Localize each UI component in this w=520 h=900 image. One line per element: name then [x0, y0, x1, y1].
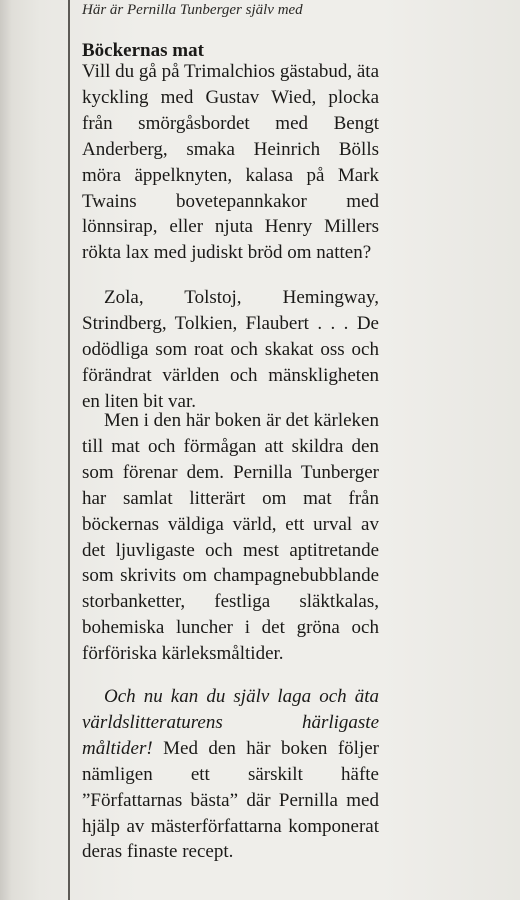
paragraph-intro: Vill du gå på Trimalchios gästabud, äta kyckling med Gustav Wied, plocka från smörgåsbordet med Bengt Anderberg, smaka Heinrich Bölls möra äppelknyten, kalasa på Mark Twains bovetepannkakor med lönnsirap, eller njuta Henry Millers rökta lax med judiskt bröd om natten?: [82, 61, 380, 264]
emphasis-text: Och nu kan du själv laga och äta världslitteraturens härligaste måltider!: [82, 686, 379, 759]
paragraph-recipes: [82, 684, 379, 865]
paragraph-book-description: Men i den här boken är det kärleken till mat och förmågan att skildra den som förenar dem. Pernilla Tunberger har samlat litterärt om mat från böckernas väldiga värld, ett urval av det ljuvligaste och mest aptitretande som skrivits om champagnebubblande storbanketter, festliga släktkalas, bohemiska luncher i det gröna och förföriska kärleksmåltider.: [82, 410, 379, 665]
paragraph-recipes-body: Med den här boken följer nämligen ett särskilt häfte ”Författarnas bästa” där Pernilla med hjälp av mästerförfattarna komponerat deras finaste recept.: [82, 737, 379, 863]
page-shadow: [0, 0, 12, 900]
vertical-rule: [68, 0, 70, 900]
section-heading: Böckernas mat: [82, 40, 204, 61]
photo-caption: Här är Pernilla Tunberger själv med: [82, 2, 303, 18]
paragraph-authors: Zola, Tolstoj, Hemingway, Strindberg, Tolkien, Flaubert . . . De odödliga som roat och skakat oss och förändrat världen och mänskligheten en liten bit var.: [82, 287, 379, 412]
